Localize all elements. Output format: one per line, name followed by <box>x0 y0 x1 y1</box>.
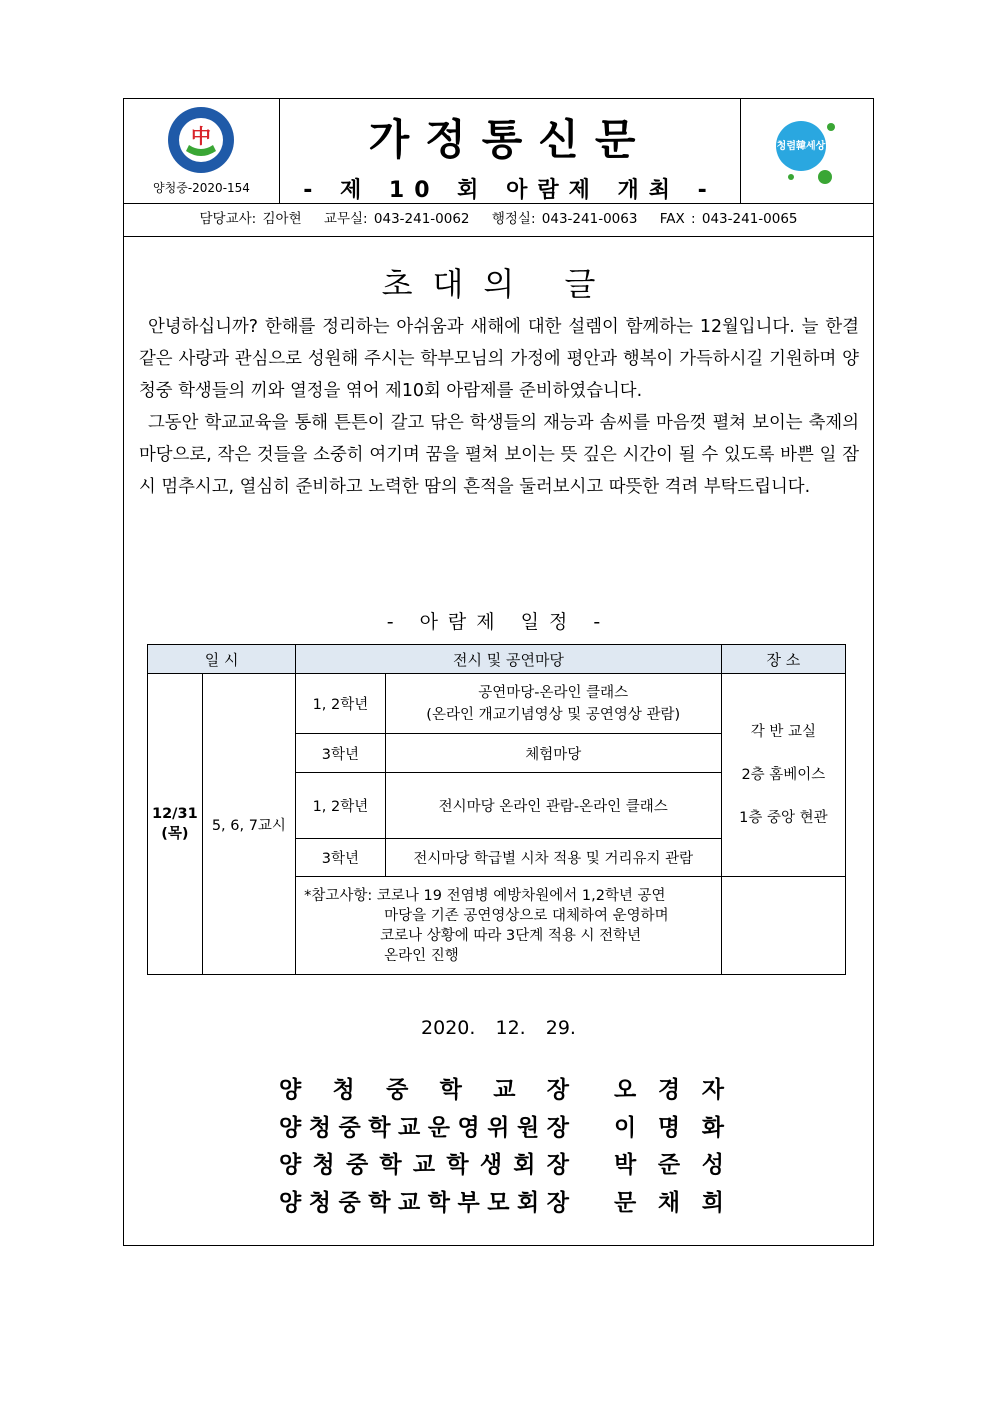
signature-name: 문 채 희 <box>614 1189 724 1216</box>
document-frame <box>123 98 874 1246</box>
date-cell <box>148 674 203 975</box>
schedule-table <box>147 644 846 975</box>
contact-bar <box>124 203 873 237</box>
grade-cell: 3학년 <box>296 734 386 773</box>
program-cell: 체험마당 <box>385 734 721 773</box>
page-subtitle: - 제 10 회 아람제 개최 - <box>303 178 717 203</box>
logo-char: 中 <box>191 124 211 148</box>
signature-row <box>279 1071 724 1109</box>
table-row <box>148 674 846 734</box>
date-value: 12/31 <box>152 805 198 822</box>
program-cell <box>385 674 721 734</box>
empty-place-cell <box>721 877 845 975</box>
day-value: (목) <box>161 825 189 842</box>
integrity-logo <box>771 111 841 191</box>
table-header-row <box>148 645 846 674</box>
program-line: (온라인 개교기념영상 및 공연영상 관람) <box>426 706 681 723</box>
place-item: 1층 중앙 현관 <box>739 809 828 826</box>
place-item: 2층 홈베이스 <box>741 766 826 783</box>
signature-org: 양 청 중 학 교 운 영 위 원 장 <box>279 1114 569 1141</box>
note-line: 코로나 상황에 따라 3단계 적용 시 전학년 <box>380 927 642 944</box>
signature-org: 양 청 중 학 교 학 생 회 장 <box>279 1152 569 1178</box>
note-line: 온라인 진행 <box>384 947 459 964</box>
doc-number: 양청중-2020-154 <box>153 181 250 195</box>
staff-room-phone: 교무실: 043-241-0062 <box>323 211 470 227</box>
place-cell <box>721 674 845 877</box>
program-cell: 전시마당 학급별 시차 적용 및 거리유지 관람 <box>385 839 721 877</box>
note-line: *참고사항: 코로나 19 전염병 예방차원에서 1,2학년 공연 <box>304 887 666 904</box>
admin-office-phone: 행정실: 043-241-0063 <box>491 211 638 227</box>
header-event: 전시 및 공연마당 <box>296 645 722 674</box>
schedule-title: - 아람제 일정 - <box>386 611 611 633</box>
note-line: 마당을 기존 공연영상으로 대체하여 운영하며 <box>384 907 669 924</box>
periods-cell: 5, 6, 7교시 <box>202 674 295 975</box>
signature-row <box>279 1184 724 1222</box>
invitation-title: 초대의 글 <box>381 265 616 303</box>
program-line: 공연마당-온라인 클래스 <box>478 684 629 701</box>
signature-name: 박 준 성 <box>614 1152 724 1178</box>
invitation-body <box>139 311 859 503</box>
integrity-logo-text: 청렴韓세상 <box>776 141 826 152</box>
integrity-logo-cell <box>740 99 873 203</box>
grade-cell: 3학년 <box>296 839 386 877</box>
school-logo-cell <box>124 99 280 203</box>
paragraph-1: 안녕하십니까? 한해를 정리하는 아쉬움과 새해에 대한 설렘이 함께하는 12월입니다. 늘 한결 같은 사랑과 관심으로 성원해 주시는 학부모님의 가정에 평안과 행복이 가득하시길 기원하며 양청중 학생들의 끼와 열정을 엮어 제10회 아람제를 준비하였습니다. <box>139 317 859 401</box>
header <box>124 99 873 204</box>
school-logo <box>166 105 236 175</box>
grade-cell: 1, 2학년 <box>296 773 386 839</box>
program-cell: 전시마당 온라인 관람-온라인 클래스 <box>385 773 721 839</box>
title-cell <box>279 99 741 203</box>
header-place: 장 소 <box>721 645 845 674</box>
signature-org: 양 청 중 학 교 장 <box>279 1077 569 1103</box>
signature-name: 오 경 자 <box>614 1077 724 1103</box>
signature-row <box>279 1146 724 1184</box>
signature-row <box>279 1109 724 1147</box>
signatures <box>279 1071 724 1221</box>
note-cell <box>296 877 722 975</box>
paragraph-2: 그동안 학교교육을 통해 튼튼이 갈고 닦은 학생들의 재능과 솜씨를 마음껏 펼쳐 보이는 축제의 마당으로, 작은 것들을 소중히 여기며 꿈을 펼쳐 보이는 뜻 깊은 시간이 될 수 있도록 바쁜 일 잠시 멈추시고, 열심히 준비하고 노력한 땀의 흔적을 둘러보시고 따뜻한 격려 부탁드립니다. <box>139 413 859 497</box>
place-item: 각 반 교실 <box>750 723 816 740</box>
fax-number: FAX : 043-241-0065 <box>659 211 798 227</box>
signature-name: 이 명 화 <box>614 1114 724 1141</box>
teacher-info: 담당교사: 김아현 <box>199 211 302 227</box>
page-title: 가정통신문 <box>368 115 652 164</box>
grade-cell: 1, 2학년 <box>296 674 386 734</box>
issue-date: 2020. 12. 29. <box>421 1017 576 1039</box>
signature-org: 양 청 중 학 교 학 부 모 회 장 <box>279 1189 569 1216</box>
header-when: 일 시 <box>148 645 296 674</box>
